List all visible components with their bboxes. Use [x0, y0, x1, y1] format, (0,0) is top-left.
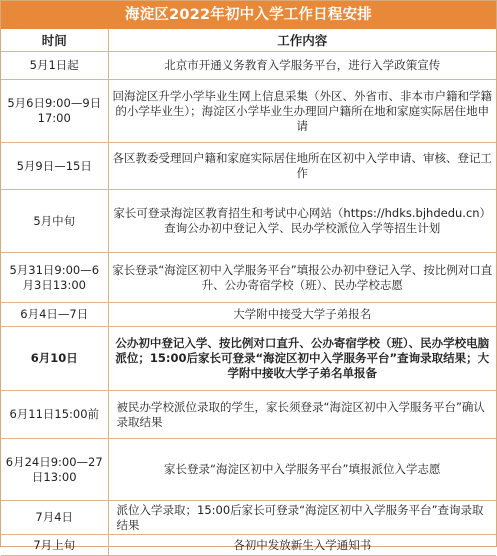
- table-row: [1, 535, 496, 556]
- row-content: 家长登录“海淀区初中入学服务平台”填报公办初中登记入学、按比例对口直升、公办寄宿学校（班）、民办学校志愿: [108, 253, 496, 303]
- row-time: 5月6日9:00—9日17:00: [1, 80, 108, 143]
- row-time: 6月11日15:00前: [1, 391, 108, 439]
- row-content: 各初中发放新生入学通知书: [108, 535, 496, 556]
- row-time: 5月中旬: [1, 190, 108, 253]
- row-time: 6月24日9:00—27日13:00: [1, 439, 108, 501]
- row-content: 家长登录“海淀区初中入学服务平台”填报派位入学志愿: [108, 439, 496, 501]
- table-row: [1, 52, 496, 80]
- schedule-table: [1, 29, 496, 556]
- row-content: 公办初中登记入学、按比例对口直升、公办寄宿学校（班）、民办学校电脑派位；15:00后家长可登录“海淀区初中入学服务平台”查询录取结果；大学附中接收大学子弟名单报备: [108, 327, 496, 391]
- row-time: 7月4日: [1, 501, 108, 535]
- row-content: 家长可登录海淀区教育招生和考试中心网站（https://hdks.bjhdedu.cn）查询公办初中登记入学、民办学校派位入学等招生计划: [108, 190, 496, 253]
- row-time: 5月1日起: [1, 52, 108, 80]
- table-row: [1, 501, 496, 535]
- table-row: [1, 143, 496, 190]
- row-content: 北京市开通义务教育入学服务平台，进行入学政策宣传: [108, 52, 496, 80]
- table-row: [1, 190, 496, 253]
- header-time: 时间: [1, 29, 108, 52]
- row-time: 6月10日: [1, 327, 108, 391]
- page-title: 海淀区2022年初中入学工作日程安排: [1, 1, 496, 29]
- row-content: 各区教委受理回户籍和家庭实际居住地所在区初中入学申请、审核、登记工作: [108, 143, 496, 190]
- table-header-row: [1, 29, 496, 52]
- row-content: 大学附中接受大学子弟报名: [108, 303, 496, 327]
- row-content: 回海淀区升学小学毕业生网上信息采集（外区、外省市、非本市户籍和学籍的小学毕业生）；海淀区小学毕业生办理回户籍所在地和家庭实际居住地申请: [108, 80, 496, 143]
- row-time: 7月上旬: [1, 535, 108, 556]
- table-row: [1, 303, 496, 327]
- table-row: [1, 391, 496, 439]
- table-row: [1, 327, 496, 391]
- row-content: 派位入学录取；15:00后家长可登录“海淀区初中入学服务平台”查询录取结果: [108, 501, 496, 535]
- header-content: 工作内容: [108, 29, 496, 52]
- table-row: [1, 253, 496, 303]
- row-time: 5月9日—15日: [1, 143, 108, 190]
- table-row: [1, 80, 496, 143]
- table-row: [1, 439, 496, 501]
- row-content: 被民办学校派位录取的学生，家长须登录“海淀区初中入学服务平台”确认录取结果: [108, 391, 496, 439]
- row-time: 6月4日—7日: [1, 303, 108, 327]
- row-time: 5月31日9:00—6月3日13:00: [1, 253, 108, 303]
